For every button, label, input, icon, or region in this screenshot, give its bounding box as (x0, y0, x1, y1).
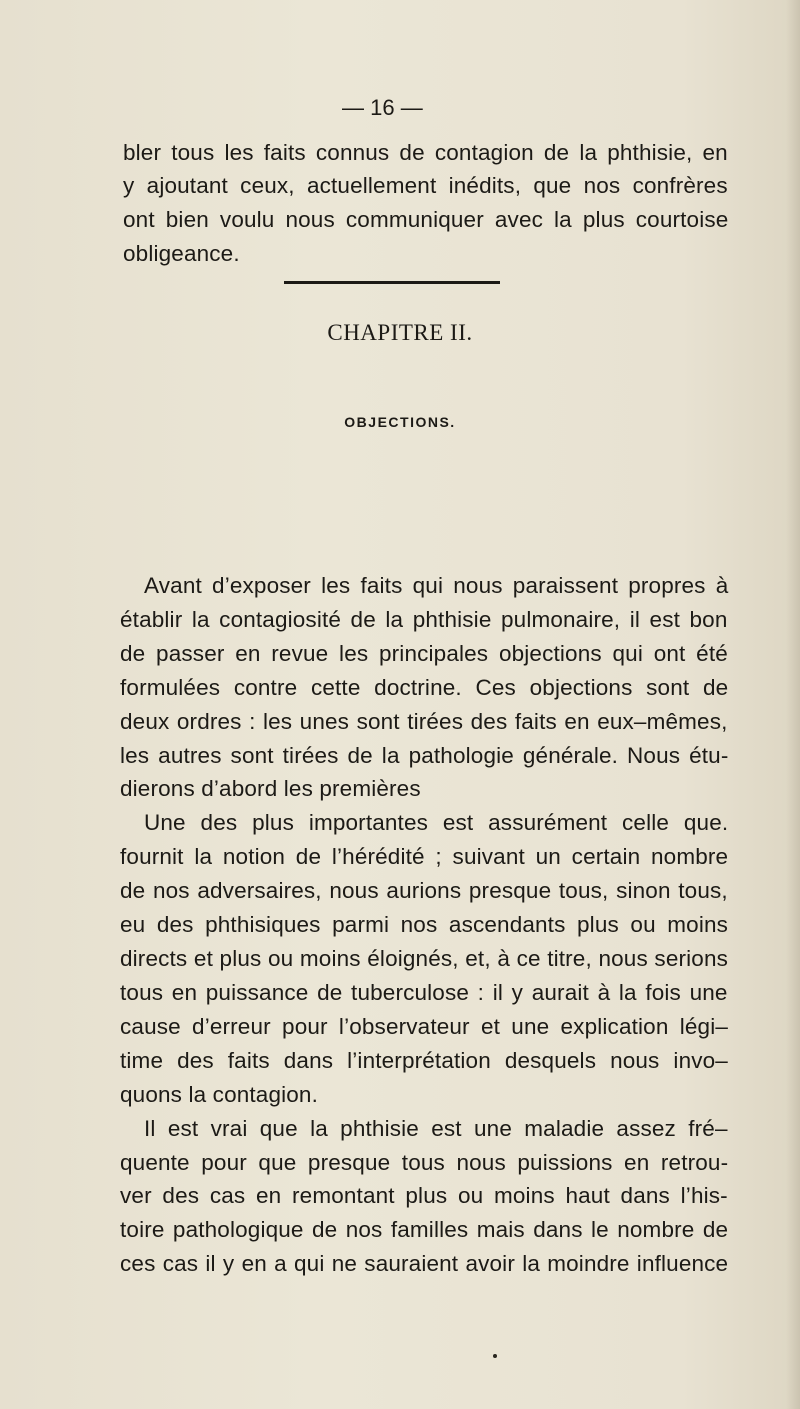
body-line-3: de passer en revue les principales objections qui ont été (120, 641, 728, 666)
body-line-16: quons la contagion. (120, 1082, 319, 1107)
body-line-4: formulées contre cette doctrine. Ces objections sont de (120, 675, 729, 700)
body-line-19: ver des cas en remontant plus ou moins haut dans l’his- (120, 1183, 728, 1208)
page-number: — 16 — (342, 95, 423, 120)
intro-line-1: bler tous les faits connus de contagion de la phthisie, en (123, 140, 728, 165)
print-speck (493, 1354, 497, 1358)
body-line-20: toire pathologique de nos familles mais dans le nombre de (120, 1217, 729, 1242)
body-line-11: eu des phthisiques parmi nos ascendants plus ou moins (120, 912, 729, 937)
body-line-9: fournit la notion de l’hérédité ; suivant un certain nombre (120, 844, 729, 869)
intro-line-2: y ajoutant ceux, actuellement inédits, que nos confrères (123, 173, 728, 198)
body-line-14: cause d’erreur pour l’observateur et une explication légi– (120, 1014, 729, 1039)
body-line-15: time des faits dans l’interprétation desquels nous invo– (120, 1048, 728, 1073)
body-line-1: Avant d’exposer les faits qui nous paraissent propres à (144, 573, 729, 598)
body-line-13: tous en puissance de tuberculose : il y aurait à la fois une (120, 980, 728, 1005)
section-title: OBJECTIONS. (344, 414, 456, 430)
body-line-2: établir la contagiosité de la phthisie pulmonaire, il est bon (120, 607, 728, 632)
body-line-5: deux ordres : les unes sont tirées des faits en eux–mêmes, (120, 709, 728, 734)
body-line-6: les autres sont tirées de la pathologie générale. Nous étu- (120, 743, 729, 768)
intro-line-4: obligeance. (123, 241, 240, 266)
chapter-title: CHAPITRE II. (327, 320, 473, 345)
page-edge-shadow (786, 0, 800, 1409)
body-line-10: de nos adversaires, nous aurions presque tous, sinon tous, (120, 878, 728, 903)
body-line-12: directs et plus ou moins éloignés, et, à ce titre, nous serions (120, 946, 729, 971)
body-line-8: Une des plus importantes est assurément celle que. (144, 810, 729, 835)
body-line-7: dierons d’abord les premières (120, 776, 421, 801)
body-line-21: ces cas il y en a qui ne sauraient avoir la moindre influence (120, 1251, 729, 1276)
intro-line-3: ont bien voulu nous communiquer avec la plus courtoise (123, 207, 729, 232)
body-line-17: Il est vrai que la phthisie est une maladie assez fré– (144, 1116, 728, 1141)
body-line-18: quente pour que presque tous nous puissions en retrou- (120, 1150, 729, 1175)
section-divider (284, 281, 500, 284)
